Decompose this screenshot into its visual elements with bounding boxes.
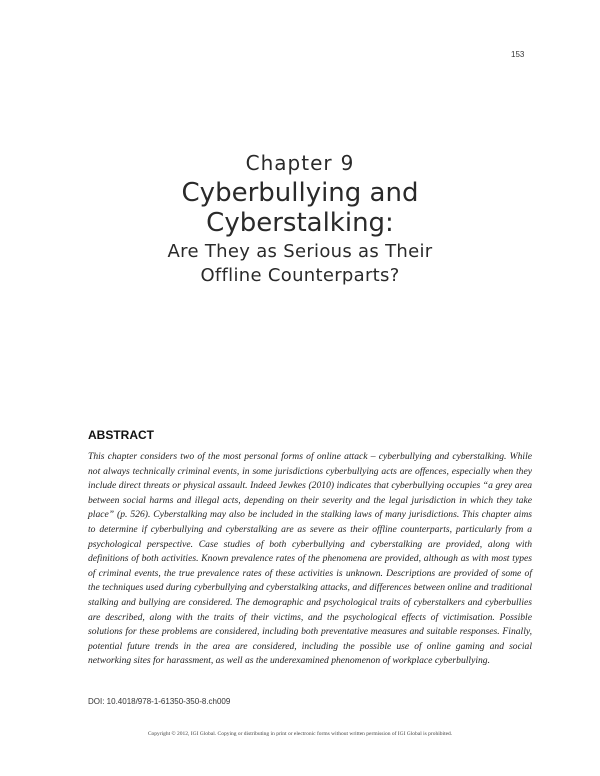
chapter-subtitle-line-1: Are They as Serious as Their [167,241,433,262]
chapter-title-line-1: Cyberbullying and [181,178,419,208]
chapter-title-line-2: Cyberstalking: [206,208,394,238]
chapter-label-text: Chapter [245,151,333,175]
chapter-heading [100,150,500,288]
chapter-title [100,178,500,238]
abstract-section [88,428,532,669]
doi-line: DOI: 10.4018/978-1-61350-350-8.ch009 [88,697,231,706]
chapter-number: 9 [340,151,355,175]
abstract-text: This chapter considers two of the most personal forms of online attack – cyberbullying and cyberstalking. While not always technically criminal events, in some jurisdictions cyberbullying acts are offences, especially when they include direct threats or physical assault. Indeed Jewkes (2010) indicates that cyberbullying occupies “a grey area between social harms and illegal acts, depending on their severity and the legal jurisdiction in which they take place” (p. 526). Cyberstalking may also be included in the stalking laws of many jurisdictions. This chapter aims to determine if cyberbullying and cyberstalking are as severe as their offline counterparts, particularly from a psychological perspective. Case studies of both cyberbullying and cyberstalking are provided, along with definitions of both activities. Known prevalence rates of the phenomena are provided, although as with most types of criminal events, the true prevalence rates of these activities is unknown. Descriptions are provided of some of the techniques used during cyberbullying and cyberstalking attacks, and differences between online and traditional stalking and bullying are considered. The demographic and psychological traits of cyberstalkers and cyberbullies are described, along with the traits of their victims, and the psychological effects of victimisation. Possible solutions for these problems are considered, including both preventative measures and suitable responses. Finally, potential future trends in the area are considered, including the possible use of online gaming and social networking sites for harassment, as well as the underexamined phenomenon of workplace cyberbullying. [88,451,532,667]
chapter-subtitle-line-2: Offline Counterparts? [200,265,400,286]
abstract-heading: ABSTRACT [88,428,154,442]
chapter-label [100,150,500,176]
page-number: 153 [511,50,525,59]
chapter-subtitle [100,240,500,288]
copyright-notice: Copyright © 2012, IGI Global. Copying or distributing in print or electronic forms without written permission of IGI Global is prohibited. [147,731,453,737]
